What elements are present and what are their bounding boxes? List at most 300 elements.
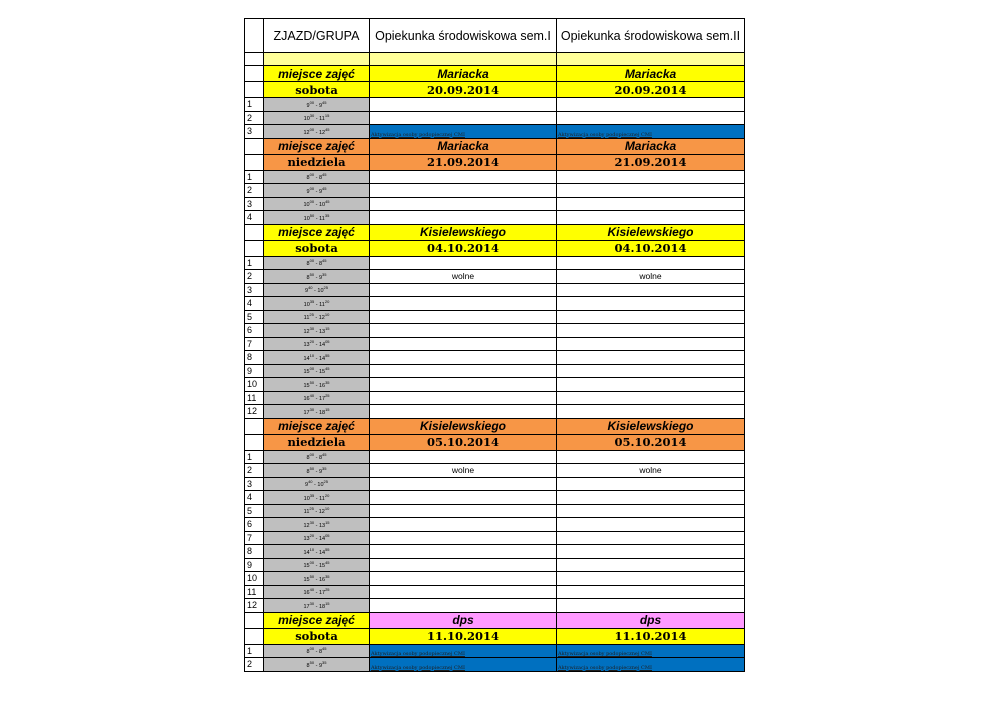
slot-time <box>264 504 370 518</box>
day-row-num-cell <box>245 628 264 644</box>
time-end-min: 35 <box>322 465 327 471</box>
slot-sem2 <box>557 545 745 559</box>
slot-sem1 <box>370 351 557 365</box>
time-start-hour: 12 <box>303 129 310 136</box>
slot-sem1 <box>370 170 557 184</box>
slot-sem2 <box>557 364 745 378</box>
slot-sem1 <box>370 504 557 518</box>
spacer-cell <box>557 53 745 66</box>
time-end-hour: 11 <box>319 495 325 502</box>
time-start-hour: 8 <box>306 468 310 475</box>
slot-sem2 <box>557 256 745 270</box>
spacer-cell <box>264 53 370 66</box>
slot-number: 10 <box>245 378 264 392</box>
time-end-min: 15 <box>325 325 330 331</box>
spacer-row <box>245 53 745 66</box>
place-row-num-cell <box>245 224 264 240</box>
time-end-hour: 9 <box>318 274 322 281</box>
slot-sem1 <box>370 405 557 419</box>
slot-time <box>264 545 370 559</box>
slot-number: 1 <box>245 256 264 270</box>
time-end-min: 15 <box>325 519 330 525</box>
time-end-hour: 14 <box>318 355 326 362</box>
slot-time <box>264 351 370 365</box>
day-row <box>245 82 745 98</box>
time-separator: - <box>314 649 319 656</box>
time-slot-row <box>245 310 745 324</box>
time-end-hour: 13 <box>318 328 326 335</box>
time-end-hour: 12 <box>318 129 326 136</box>
time-slot-row <box>245 518 745 532</box>
slot-number: 1 <box>245 644 264 658</box>
time-start-hour: 9 <box>306 188 310 195</box>
time-separator: - <box>314 536 319 543</box>
time-start-min: 40 <box>309 393 315 399</box>
time-end-min: 55 <box>325 352 330 358</box>
time-end-min: 15 <box>324 113 330 119</box>
time-end-hour: 11 <box>319 116 325 123</box>
slot-number: 12 <box>245 405 264 419</box>
slot-sem2 <box>557 504 745 518</box>
time-slot-row <box>245 491 745 505</box>
time-end-hour: 14 <box>318 549 326 556</box>
time-start-min: 00 <box>309 172 315 178</box>
time-end-hour: 13 <box>318 522 326 529</box>
slot-number: 3 <box>245 283 264 297</box>
slot-sem2 <box>557 351 745 365</box>
time-end-min: 45 <box>322 99 327 105</box>
time-end-min: 20 <box>324 298 330 304</box>
slot-number: 4 <box>245 297 264 311</box>
header-group-cell: ZJAZD/GRUPA <box>264 19 370 53</box>
time-start-min: 50 <box>309 271 315 277</box>
slot-sem2 <box>557 491 745 505</box>
date-sem2: 21.09.2014 <box>557 154 745 170</box>
slot-sem1 <box>370 391 557 405</box>
time-slot-row <box>245 572 745 586</box>
slot-number: 6 <box>245 518 264 532</box>
time-slot-row <box>245 464 745 478</box>
time-end-hour: 14 <box>318 536 326 543</box>
time-end-hour: 10 <box>318 202 326 209</box>
time-end-hour: 15 <box>318 563 326 570</box>
time-start-min: 25 <box>309 506 314 512</box>
time-start-hour: 9 <box>306 102 310 109</box>
time-end-min: 45 <box>322 172 327 178</box>
time-end-hour: 18 <box>318 409 326 416</box>
time-start-hour: 13 <box>303 536 310 543</box>
day-row <box>245 154 745 170</box>
time-end-hour: 9 <box>318 468 322 475</box>
time-end-hour: 10 <box>317 482 324 489</box>
time-start-min: 00 <box>309 560 315 566</box>
slot-number: 1 <box>245 170 264 184</box>
slot-time <box>264 211 370 225</box>
class-link-sem1[interactable]: Aktywizacja osoby podopiecznej CMI <box>370 658 557 672</box>
time-slot-row <box>245 283 745 297</box>
time-separator: - <box>314 261 319 268</box>
time-start-min: 00 <box>309 646 315 652</box>
time-separator: - <box>314 495 320 502</box>
time-start-hour: 15 <box>303 382 310 389</box>
time-start-hour: 8 <box>306 274 310 281</box>
time-start-hour: 9 <box>305 482 309 489</box>
slot-time <box>264 477 370 491</box>
time-separator: - <box>314 603 319 610</box>
time-separator: - <box>314 396 319 403</box>
time-end-min: 25 <box>323 285 328 291</box>
time-separator: - <box>314 455 319 462</box>
class-link-sem1[interactable]: Aktywizacja osoby podopiecznej CMI <box>370 644 557 658</box>
time-start-hour: 8 <box>306 662 310 669</box>
time-start-min: 50 <box>309 573 315 579</box>
time-start-hour: 9 <box>305 288 309 295</box>
slot-time <box>264 256 370 270</box>
time-start-hour: 8 <box>306 175 310 182</box>
time-start-min: 00 <box>309 452 315 458</box>
time-separator: - <box>314 342 319 349</box>
time-end-min: 45 <box>322 258 327 264</box>
time-end-min: 45 <box>325 366 330 372</box>
header-row <box>245 19 745 53</box>
time-start-min: 40 <box>308 285 313 291</box>
place-row-num-cell <box>245 138 264 154</box>
slot-sem1: wolne <box>370 270 557 284</box>
time-slot-row <box>245 351 745 365</box>
slot-number: 10 <box>245 572 264 586</box>
header-sem1-cell: Opiekunka środowiskowa sem.I <box>370 19 557 53</box>
slot-sem1 <box>370 297 557 311</box>
slot-sem1 <box>370 364 557 378</box>
slot-sem2 <box>557 558 745 572</box>
time-slot-row <box>245 98 745 112</box>
slot-time <box>264 184 370 198</box>
time-start-hour: 16 <box>303 396 310 403</box>
place-label: miejsce zajęć <box>264 612 370 628</box>
time-separator: - <box>314 355 319 362</box>
time-slot-row <box>245 170 745 184</box>
slot-sem2 <box>557 531 745 545</box>
time-start-hour: 8 <box>306 261 310 268</box>
slot-number: 2 <box>245 111 264 125</box>
time-separator: - <box>314 116 320 123</box>
time-end-min: 35 <box>325 573 330 579</box>
time-start-min: 25 <box>309 312 314 318</box>
date-sem1: 11.10.2014 <box>370 628 557 644</box>
slot-time <box>264 644 370 658</box>
slot-time <box>264 364 370 378</box>
time-slot-row <box>245 364 745 378</box>
time-end-min: 55 <box>325 546 330 552</box>
slot-number: 11 <box>245 391 264 405</box>
time-slot-row <box>245 297 745 311</box>
slot-sem1 <box>370 337 557 351</box>
time-start-min: 20 <box>309 339 315 345</box>
slot-sem1 <box>370 310 557 324</box>
slot-sem2 <box>557 310 745 324</box>
slot-time <box>264 464 370 478</box>
slot-sem2 <box>557 391 745 405</box>
place-sem1: Kisielewskiego <box>370 418 557 434</box>
slot-sem1 <box>370 197 557 211</box>
slot-sem2 <box>557 297 745 311</box>
time-end-hour: 17 <box>318 590 326 597</box>
time-start-min: 10 <box>309 546 315 552</box>
slot-number: 9 <box>245 364 264 378</box>
time-slot-row <box>245 378 745 392</box>
slot-sem2 <box>557 111 745 125</box>
slot-time <box>264 270 370 284</box>
slot-number: 1 <box>245 450 264 464</box>
time-separator: - <box>313 315 319 322</box>
time-separator: - <box>314 382 319 389</box>
time-start-hour: 14 <box>303 355 310 362</box>
slot-time <box>264 324 370 338</box>
time-start-hour: 17 <box>303 603 310 610</box>
slot-sem1 <box>370 531 557 545</box>
time-start-min: 00 <box>309 366 315 372</box>
slot-time <box>264 599 370 613</box>
time-end-hour: 9 <box>318 188 322 195</box>
slot-sem2 <box>557 283 745 297</box>
time-end-min: 45 <box>325 126 330 132</box>
slot-number: 11 <box>245 585 264 599</box>
slot-number: 5 <box>245 504 264 518</box>
slot-sem1 <box>370 111 557 125</box>
slot-time <box>264 558 370 572</box>
time-separator: - <box>314 468 319 475</box>
slot-number: 7 <box>245 337 264 351</box>
spacer-cell <box>245 53 264 66</box>
time-end-hour: 8 <box>318 455 322 462</box>
time-start-hour: 8 <box>306 649 310 656</box>
day-row-num-cell <box>245 434 264 450</box>
place-sem2: Mariacka <box>557 66 745 82</box>
time-start-hour: 10 <box>303 215 310 222</box>
place-sem2: Kisielewskiego <box>557 418 745 434</box>
header-corner-cell <box>245 19 264 53</box>
time-start-hour: 15 <box>303 369 310 376</box>
slot-number: 4 <box>245 491 264 505</box>
place-sem1: Kisielewskiego <box>370 224 557 240</box>
slot-number: 8 <box>245 545 264 559</box>
time-slot-row <box>245 256 745 270</box>
time-slot-row <box>245 477 745 491</box>
time-start-min: 00 <box>309 185 315 191</box>
time-start-hour: 10 <box>303 495 310 502</box>
header-sem2-cell: Opiekunka środowiskowa sem.II <box>557 19 745 53</box>
slot-time <box>264 531 370 545</box>
day-label: sobota <box>264 82 370 98</box>
slot-sem1 <box>370 450 557 464</box>
time-slot-row <box>245 599 745 613</box>
time-end-min: 35 <box>325 379 330 385</box>
time-end-min: 45 <box>322 646 327 652</box>
slot-time <box>264 111 370 125</box>
date-sem2: 11.10.2014 <box>557 628 745 644</box>
time-start-min: 40 <box>308 479 313 485</box>
time-start-hour: 10 <box>303 301 310 308</box>
time-end-hour: 18 <box>318 603 326 610</box>
time-end-min: 20 <box>324 492 330 498</box>
place-sem1: Mariacka <box>370 66 557 82</box>
place-row-num-cell <box>245 66 264 82</box>
time-slot-row <box>245 450 745 464</box>
slot-sem1 <box>370 572 557 586</box>
time-separator: - <box>314 215 320 222</box>
slot-time <box>264 450 370 464</box>
place-sem1: Mariacka <box>370 138 557 154</box>
time-start-min: 30 <box>309 600 315 606</box>
slot-sem1: wolne <box>370 464 557 478</box>
time-end-min: 25 <box>325 587 330 593</box>
class-link-sem1[interactable]: Aktywizacja osoby podopiecznej CMI <box>370 125 557 139</box>
time-end-min: 10 <box>324 312 330 318</box>
time-slot-row <box>245 337 745 351</box>
slot-time <box>264 405 370 419</box>
time-slot-row <box>245 585 745 599</box>
day-row-num-cell <box>245 240 264 256</box>
time-start-hour: 13 <box>303 342 310 349</box>
time-end-hour: 9 <box>318 662 322 669</box>
day-row <box>245 240 745 256</box>
slot-sem2: wolne <box>557 270 745 284</box>
time-end-min: 05 <box>325 533 330 539</box>
spacer-cell <box>370 53 557 66</box>
day-label: sobota <box>264 628 370 644</box>
class-link-sem2[interactable]: Aktywizacja osoby podopiecznej CMI <box>557 125 745 139</box>
place-sem1: dps <box>370 612 557 628</box>
time-slot-row <box>245 405 745 419</box>
place-row <box>245 224 745 240</box>
slot-sem2 <box>557 184 745 198</box>
time-end-min: 10 <box>324 506 330 512</box>
time-slot-row <box>245 324 745 338</box>
slot-sem2 <box>557 572 745 586</box>
time-start-min: 30 <box>309 113 315 119</box>
time-separator: - <box>314 102 319 109</box>
time-end-hour: 10 <box>317 288 324 295</box>
place-sem2: dps <box>557 612 745 628</box>
time-slot-row <box>245 111 745 125</box>
time-start-hour: 12 <box>303 328 310 335</box>
time-start-hour: 11 <box>303 315 310 322</box>
slot-sem2 <box>557 337 745 351</box>
time-end-min: 45 <box>325 560 330 566</box>
slot-sem1 <box>370 283 557 297</box>
time-start-hour: 15 <box>303 563 310 570</box>
slot-sem1 <box>370 518 557 532</box>
slot-number: 2 <box>245 464 264 478</box>
time-start-min: 35 <box>309 298 315 304</box>
place-label: miejsce zajęć <box>264 66 370 82</box>
time-start-hour: 10 <box>303 116 310 123</box>
slot-number: 2 <box>245 270 264 284</box>
date-sem1: 21.09.2014 <box>370 154 557 170</box>
slot-sem2 <box>557 324 745 338</box>
time-slot-row <box>245 197 745 211</box>
time-slot-row <box>245 558 745 572</box>
time-slot-row <box>245 504 745 518</box>
time-end-min: 25 <box>323 479 328 485</box>
class-link-sem2[interactable]: Aktywizacja osoby podopiecznej CMI <box>557 644 745 658</box>
time-separator: - <box>314 522 319 529</box>
time-separator: - <box>314 328 319 335</box>
time-separator: - <box>313 509 319 516</box>
time-separator: - <box>314 274 319 281</box>
time-separator: - <box>314 590 319 597</box>
time-slot-row <box>245 531 745 545</box>
time-end-hour: 12 <box>318 509 325 516</box>
time-separator: - <box>314 129 319 136</box>
date-sem2: 04.10.2014 <box>557 240 745 256</box>
time-separator: - <box>314 409 319 416</box>
slot-sem1 <box>370 491 557 505</box>
time-end-hour: 8 <box>318 649 322 656</box>
day-row-num-cell <box>245 82 264 98</box>
slot-number: 8 <box>245 351 264 365</box>
date-sem1: 05.10.2014 <box>370 434 557 450</box>
slot-number: 9 <box>245 558 264 572</box>
time-end-hour: 11 <box>319 301 325 308</box>
time-end-hour: 9 <box>318 102 322 109</box>
slot-number: 1 <box>245 98 264 112</box>
time-separator: - <box>314 563 319 570</box>
slot-sem2 <box>557 518 745 532</box>
time-start-min: 20 <box>309 533 315 539</box>
time-start-min: 50 <box>309 379 315 385</box>
time-end-hour: 8 <box>318 261 322 268</box>
time-slot-row <box>245 658 745 672</box>
time-start-min: 00 <box>309 258 315 264</box>
slot-number: 2 <box>245 658 264 672</box>
time-start-min: 50 <box>309 659 315 665</box>
slot-time <box>264 98 370 112</box>
place-row <box>245 418 745 434</box>
slot-time <box>264 170 370 184</box>
slot-number: 4 <box>245 211 264 225</box>
place-row <box>245 612 745 628</box>
day-row <box>245 628 745 644</box>
slot-sem1 <box>370 98 557 112</box>
slot-number: 2 <box>245 184 264 198</box>
slot-number: 7 <box>245 531 264 545</box>
time-start-min: 30 <box>309 325 315 331</box>
time-separator: - <box>314 369 319 376</box>
slot-time <box>264 585 370 599</box>
time-slot-row <box>245 391 745 405</box>
place-label: miejsce zajęć <box>264 418 370 434</box>
time-start-min: 50 <box>309 465 315 471</box>
time-slot-row <box>245 184 745 198</box>
time-end-hour: 14 <box>318 342 326 349</box>
class-link-sem2[interactable]: Aktywizacja osoby podopiecznej CMI <box>557 658 745 672</box>
slot-sem2 <box>557 197 745 211</box>
day-label: sobota <box>264 240 370 256</box>
time-separator: - <box>314 549 319 556</box>
slot-number: 3 <box>245 477 264 491</box>
time-start-hour: 17 <box>303 409 310 416</box>
slot-sem2 <box>557 378 745 392</box>
schedule-table <box>244 18 745 672</box>
place-row-num-cell <box>245 612 264 628</box>
time-start-min: 00 <box>309 199 315 205</box>
time-end-hour: 16 <box>318 382 326 389</box>
slot-sem2 <box>557 585 745 599</box>
place-sem2: Mariacka <box>557 138 745 154</box>
slot-number: 6 <box>245 324 264 338</box>
slot-sem2 <box>557 98 745 112</box>
